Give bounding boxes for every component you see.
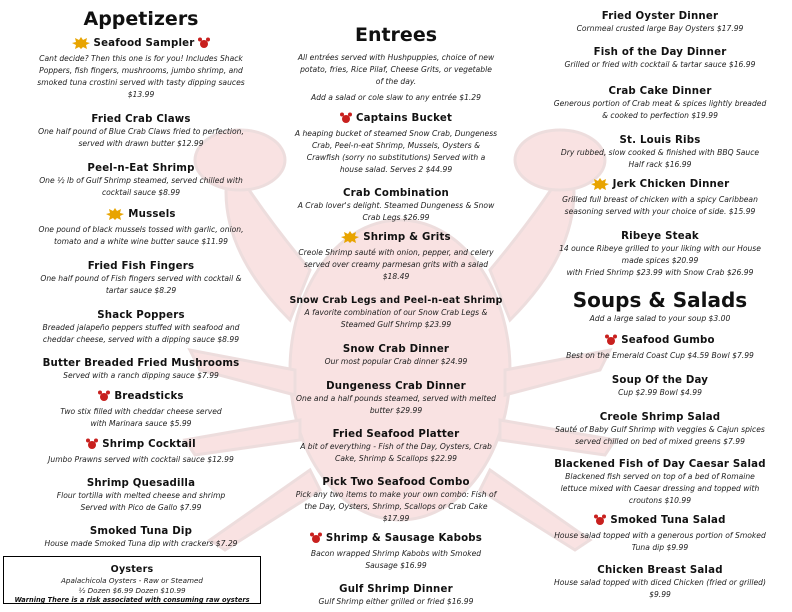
menu-item [535,224,785,279]
item-description: Grilled full breast of chicken with a spicy Caribbean seasoning served with your choice of side. $15.99 [562,195,758,216]
menu-item [282,529,510,572]
item-name: Chicken Breast Salad [597,565,723,576]
item-name: St. Louis Ribs [619,135,701,146]
menu-item [282,422,510,465]
item-description: One pound of black mussels tossed with garlic, onion, tomato and a white wine butter sauce $11.99 [38,225,244,246]
item-description: A heaping bucket of steamed Snow Crab, Dungeness Crab, Peel-n-eat Shrimp, Mussels, Oysters & Crawfish (sorry no substitutions) Served with a house salad. Serves 2 $44.99 [294,129,498,174]
menu-item [10,156,272,199]
item-name: Jerk Chicken Dinner [612,178,730,190]
item-description: House salad topped with diced Chicken (fried or grilled) $9.99 [554,578,766,599]
appetizers-column [10,0,272,550]
oysters-warning: Warning There is a risk associated with consuming raw oysters [14,596,250,604]
item-description: Grilled or fried with cocktail & tartar sauce $16.99 [564,60,756,69]
menu-item [10,254,272,297]
item-name: Smoked Tuna Dip [89,526,193,537]
item-description: Generous portion of Crab meat & spices lightly breaded & cooked to perfection $19.99 [553,99,767,120]
item-name: Shack Poppers [97,310,185,321]
menu-item [282,577,510,608]
item-name: Seafood Sampler [93,37,195,49]
crab-icon [605,334,617,346]
item-name: Snow Crab Legs and Peel-n-eat Shrimp [289,295,503,306]
crab-icon [86,438,98,450]
item-name: Mussels [128,208,176,220]
item-name: Fish of the Day Dinner [593,47,727,58]
item-description: Bacon wrapped Shrimp Kabobs with Smoked Sausage $16.99 [310,549,482,570]
menu-item [282,337,510,368]
menu-item [535,40,785,71]
soups-salads-title: Soups & Salads [572,288,748,312]
item-description: Best on the Emerald Coast Cup $4.59 Bowl $7.99 [566,351,754,360]
item-name: Snow Crab Dinner [342,344,450,355]
menu-item [10,205,272,248]
item-name: Crab Combination [342,188,450,199]
menu-item [535,405,785,448]
menu-item [535,128,785,171]
item-name: Breadsticks [114,390,184,402]
menu-item [10,351,272,382]
new-badge-icon [591,178,609,190]
item-description: 14 ounce Ribeye grilled to your liking with our House made spices $20.99 with Fried Shrimp $23.99 with Snow Crab $26.99 [559,244,761,277]
menu-item [10,519,272,550]
new-badge-icon [72,37,90,49]
crab-icon [310,532,322,544]
crab-icon [198,37,210,49]
item-description: Blackened fish served on top of a bed of Romaine lettuce mixed with Caesar dressing and topped with croutons $10.99 [560,472,760,505]
item-description: Flour tortilla with melted cheese and shrimp Served with Pico de Gallo $7.99 [56,491,226,512]
item-description: A bit of everything - Fish of the Day, Oysters, Crab Cake, Shrimp & Scallops $22.99 [300,442,492,463]
item-name: Smoked Tuna Salad [610,514,726,526]
item-name: Ribeye Steak [621,231,699,242]
menu-item [535,4,785,35]
crab-icon [594,514,606,526]
entrees-title: Entrees [354,24,438,46]
item-description: Two stix filled with cheddar cheese served with Marinara sauce $5.99 [60,407,222,428]
menu-item [10,34,272,101]
item-description: Sauté of Baby Gulf Shrimp with veggies & Cajun spices served chilled on bed of mixed greens $7.99 [555,425,765,446]
oysters-line-1: Apalachicola Oysters - Raw or Steamed [61,576,203,585]
appetizers-title: Appetizers [83,8,199,30]
item-description: Served with a ranch dipping sauce $7.99 [63,371,219,380]
item-name: Gulf Shrimp Dinner [339,584,453,595]
menu-item [535,558,785,601]
entrees-column [282,0,510,608]
item-description: A favorite combination of our Snow Crab Legs & Steamed Gulf Shrimp $23.99 [304,308,488,329]
item-name: Dungeness Crab Dinner [326,381,466,392]
item-name: Captains Bucket [355,112,453,124]
item-description: One ½ lb of Gulf Shrimp steamed, served chilled with cocktail sauce $8.99 [39,176,243,197]
menu-item [10,303,272,346]
item-name: Seafood Gumbo [621,334,715,346]
menu-item [535,452,785,507]
item-description: One and a half pounds steamed, served with melted butter $29.99 [296,394,496,415]
oysters-line-2: ½ Dozen $6.99 Dozen $10.99 [78,586,186,595]
entrees-intro: All entrées served with Hushpuppies, choice of new potato, fries, Rice Pilaf, Cheese Grits, or vegetable of the day. Add a salad or cole slaw to any entrée $1.29 [297,53,495,102]
right-column [535,0,785,601]
item-name: Fried Oyster Dinner [601,11,719,22]
menu-item [282,181,510,224]
menu-item [535,79,785,122]
item-description: House salad topped with a generous portion of Smoked Tuna dip $9.99 [554,531,766,552]
menu-item [282,470,510,525]
menu-item [535,175,785,218]
menu-item [282,288,510,331]
oysters-box [3,556,261,604]
new-badge-icon [341,231,359,243]
crab-icon [340,112,352,124]
item-description: Our most popular Crab dinner $24.99 [324,357,468,366]
item-name: Fried Fish Fingers [87,261,195,272]
crab-icon [98,390,110,402]
menu-item [10,107,272,150]
menu-item [282,109,510,176]
menu-item [535,511,785,554]
item-description: Pick any two items to make your own combo: Fish of the Day, Oysters, Shrimp, Scallops or Crab Cake $17.99 [295,490,497,523]
menu-item [282,228,510,283]
item-name: Shrimp & Sausage Kabobs [325,532,483,544]
item-name: Butter Breaded Fried Mushrooms [42,358,240,369]
item-name: Peel-n-Eat Shrimp [87,163,195,174]
item-description: A Crab lover's delight. Steamed Dungeness & Snow Crab Legs $26.99 [297,201,495,222]
item-description: Creole Shrimp sauté with onion, pepper, and celery served over creamy parmesan grits with a salad $18.49 [298,248,494,281]
item-name: Crab Cake Dinner [608,86,712,97]
menu-item [10,471,272,514]
item-description: Cup $2.99 Bowl $4.99 [618,388,702,397]
menu-item [282,374,510,417]
item-description: Jumbo Prawns served with cocktail sauce $12.99 [48,455,234,464]
item-name: Shrimp Quesadilla [86,478,196,489]
new-badge-icon [106,208,124,220]
item-name: Blackened Fish of Day Caesar Salad [554,459,766,470]
item-description: One half pound of Blue Crab Claws fried to perfection, served with drawn butter $12.99 [38,127,244,148]
item-description: Cant decide? Then this one is for you! Includes Shack Poppers, fish fingers, mushrooms, jumbo shrimp, and smoked tuna crostini served with tasty dipping sauces $13.99 [37,54,245,99]
item-name: Shrimp & Grits [363,231,451,243]
item-description: Dry rubbed, slow cooked & finished with BBQ Sauce Half rack $16.99 [560,148,760,169]
item-description: One half pound of Fish fingers served with cocktail & tartar sauce $8.29 [40,274,242,295]
menu-item [10,387,272,430]
item-description: Cornmeal crusted large Bay Oysters $17.99 [576,24,744,33]
item-name: Fried Crab Claws [91,114,191,125]
item-name: Shrimp Cocktail [102,438,196,450]
item-description: Gulf Shrimp either grilled or fried $16.99 [318,597,474,606]
menu-item [535,368,785,399]
menu-item [10,435,272,466]
item-name: Fried Seafood Platter [332,429,460,440]
oysters-title: Oysters [110,564,154,575]
item-name: Pick Two Seafood Combo [322,477,470,488]
item-name: Creole Shrimp Salad [599,412,721,423]
item-description: House made Smoked Tuna dip with crackers $7.29 [44,539,238,548]
soups-intro: Add a large salad to your soup $3.00 [589,314,731,323]
item-description: Breaded jalapeño peppers stuffed with seafood and cheddar cheese, served with a dipping sauce $8.99 [42,323,240,344]
item-name: Soup Of the Day [611,375,709,386]
menu-item [535,331,785,362]
